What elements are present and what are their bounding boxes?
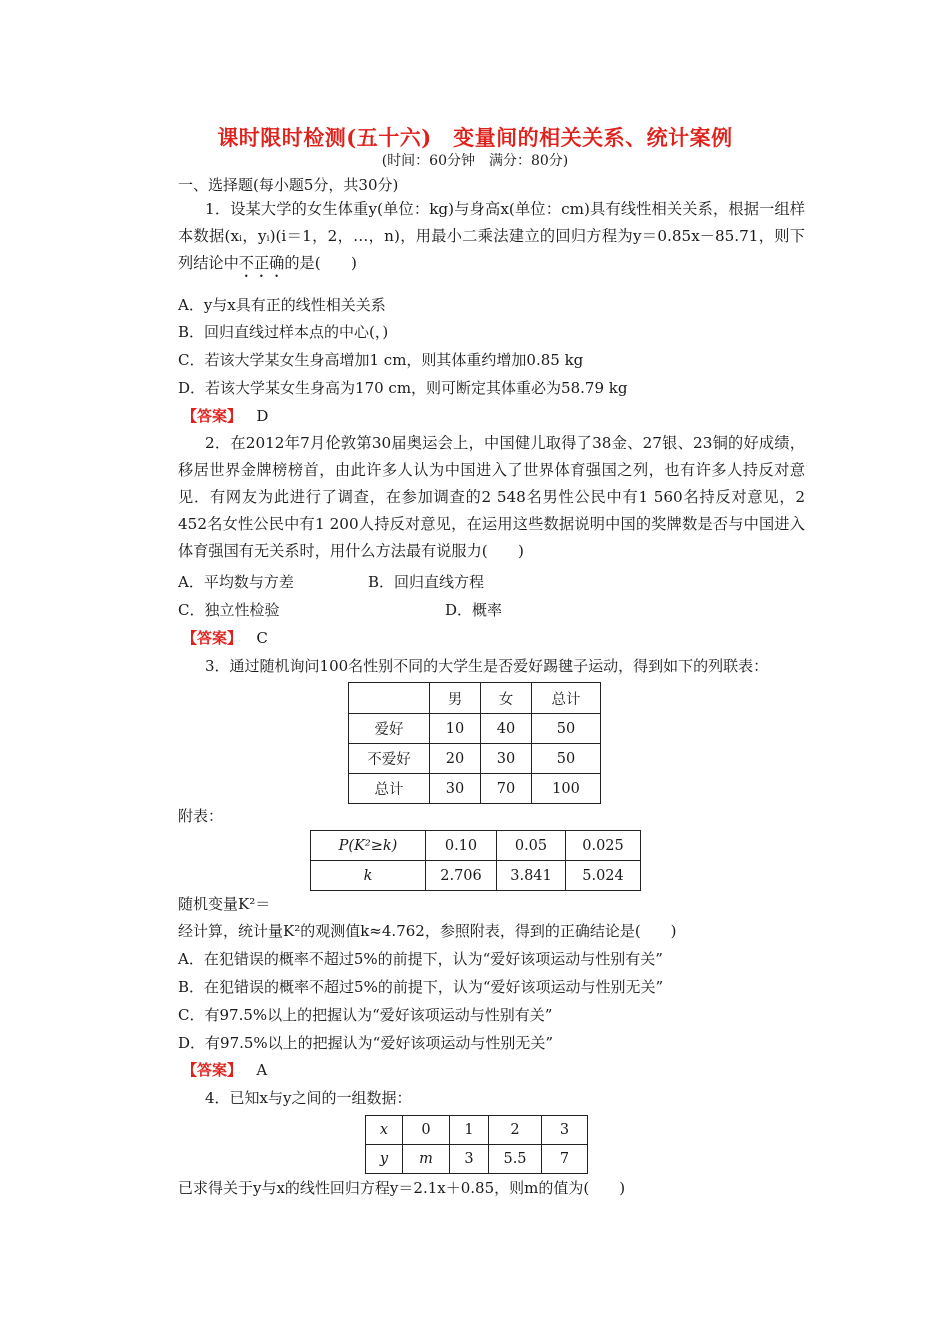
answer-value: D xyxy=(256,407,269,425)
table-row xyxy=(349,744,601,774)
table-cell: 7 xyxy=(542,1145,588,1174)
q3-option-c: C．有97.5%以上的把握认为“爱好该项运动与性别有关” xyxy=(178,1006,553,1024)
section-heading: 一、选择题(每小题5分，共30分) xyxy=(178,176,399,194)
page-subtitle: (时间：60分钟 满分：80分) xyxy=(381,153,569,169)
page-title: 课时限时检测(五十六) 变量间的相关关系、统计案例 xyxy=(217,125,733,150)
table-row xyxy=(366,1116,588,1145)
q2-option-a: A．平均数与方差 xyxy=(178,573,294,591)
table-cell: 5.5 xyxy=(489,1145,542,1174)
table-cell: 20 xyxy=(430,744,481,774)
q1-option-a: A．y与x具有正的线性相关关系 xyxy=(178,296,386,314)
table-row xyxy=(311,861,641,891)
table-cell: 0.05 xyxy=(497,831,566,861)
table-cell: 总计 xyxy=(349,774,430,804)
answer-label: 【答案】 xyxy=(182,1061,243,1079)
table-cell: 男 xyxy=(430,683,481,714)
q4-stem: 4．已知x与y之间的一组数据： xyxy=(205,1089,412,1107)
q1-option-d: D．若该大学某女生身高为170 cm，则可断定其体重必为58.79 kg xyxy=(178,379,628,397)
table-cell: k xyxy=(311,861,426,891)
q2-option-d: D．概率 xyxy=(445,601,503,619)
table-cell: 不爱好 xyxy=(349,744,430,774)
table-cell: 50 xyxy=(532,714,601,744)
table-cell: 40 xyxy=(481,714,532,744)
table-cell: 1 xyxy=(450,1116,489,1145)
table-row xyxy=(366,1145,588,1174)
answer-label: 【答案】 xyxy=(182,407,243,425)
answer-value: A xyxy=(256,1061,268,1079)
q2-option-c: C．独立性检验 xyxy=(178,601,280,619)
answer-value: C xyxy=(256,629,268,647)
table-row xyxy=(349,774,601,804)
contingency-table xyxy=(348,682,601,804)
table-row xyxy=(311,831,641,861)
table-cell: 30 xyxy=(430,774,481,804)
table-cell: 0.025 xyxy=(566,831,641,861)
table-cell: 2.706 xyxy=(426,861,497,891)
table-cell: m xyxy=(403,1145,450,1174)
answer-label: 【答案】 xyxy=(182,629,243,647)
table-cell: P(K²≥k) xyxy=(311,831,426,861)
table-cell: 5.024 xyxy=(566,861,641,891)
table-cell: y xyxy=(366,1145,403,1174)
q1-option-b: B．回归直线过样本点的中心(，) xyxy=(178,323,389,341)
table-cell: 50 xyxy=(532,744,601,774)
table-row xyxy=(349,683,601,714)
q3-option-d: D．有97.5%以上的把握认为“爱好该项运动与性别无关” xyxy=(178,1034,554,1052)
appendix-label: 附表： xyxy=(178,807,224,825)
table-row xyxy=(349,714,601,744)
q1-answer xyxy=(182,406,268,426)
q2-stem: 2．在2012年7月伦敦第30届奥运会上，中国健儿取得了38金、27银、23铜的好成绩，移居世界金牌榜榜首，由此许多人认为中国进入了世界体育强国之列，也有许多人持反对意见．有网友为此进行了调查，在参加调查的2 548名男性公民中有1 560名持反对意见，2 452名女性公民中有1 200人持反对意见，在运用这些数据说明中国的奖牌数是否与中国进入体育强国有无关系时，用什么方法最有说服力( ) xyxy=(178,434,805,560)
q1-stem-text: 1．设某大学的女生体重y(单位：kg)与身高x(单位：cm)具有线性相关关系，根据一组样本数据(xᵢ，yᵢ)(i＝1，2，…，n)，用最小二乘法建立的回归方程为y＝0.85x－85.71，则下列结论中 xyxy=(178,200,805,272)
q3-option-a: A．在犯错误的概率不超过5%的前提下，认为“爱好该项运动与性别有关” xyxy=(178,950,663,968)
table-cell: 3.841 xyxy=(497,861,566,891)
table-cell: 100 xyxy=(532,774,601,804)
q1-emphasis: 不正确 xyxy=(238,254,285,272)
table-cell: 30 xyxy=(481,744,532,774)
q3-stem: 3．通过随机询问100名性别不同的大学生是否爱好踢毽子运动，得到如下的列联表： xyxy=(205,657,769,675)
table-cell: 3 xyxy=(450,1145,489,1174)
table-cell: 3 xyxy=(542,1116,588,1145)
xy-data-table xyxy=(365,1115,588,1174)
table-cell xyxy=(349,683,430,714)
table-cell: 女 xyxy=(481,683,532,714)
q2-answer xyxy=(182,628,268,648)
table-cell: x xyxy=(366,1116,403,1145)
table-cell: 爱好 xyxy=(349,714,430,744)
random-variable-line: 随机变量K²＝ xyxy=(178,895,271,913)
q3-calc: 经计算，统计量K²的观测值k≈4.762，参照附表，得到的正确结论是( ) xyxy=(178,922,677,940)
q3-option-b: B．在犯错误的概率不超过5%的前提下，认为“爱好该项运动与性别无关” xyxy=(178,978,664,996)
q3-answer xyxy=(182,1060,267,1080)
table-cell: 0 xyxy=(403,1116,450,1145)
table-cell: 2 xyxy=(489,1116,542,1145)
q2-option-b: B．回归直线方程 xyxy=(368,573,485,591)
q1-stem-end: 的是( ) xyxy=(284,254,357,272)
q4-after: 已求得关于y与x的线性回归方程y＝2.1x＋0.85，则m的值为( ) xyxy=(178,1179,626,1197)
table-cell: 70 xyxy=(481,774,532,804)
table-cell: 0.10 xyxy=(426,831,497,861)
q1-option-c: C．若该大学某女生身高增加1 cm，则其体重约增加0.85 kg xyxy=(178,351,584,369)
table-cell: 总计 xyxy=(532,683,601,714)
table-cell: 10 xyxy=(430,714,481,744)
q1-stem xyxy=(178,196,805,281)
reference-table xyxy=(310,830,641,891)
